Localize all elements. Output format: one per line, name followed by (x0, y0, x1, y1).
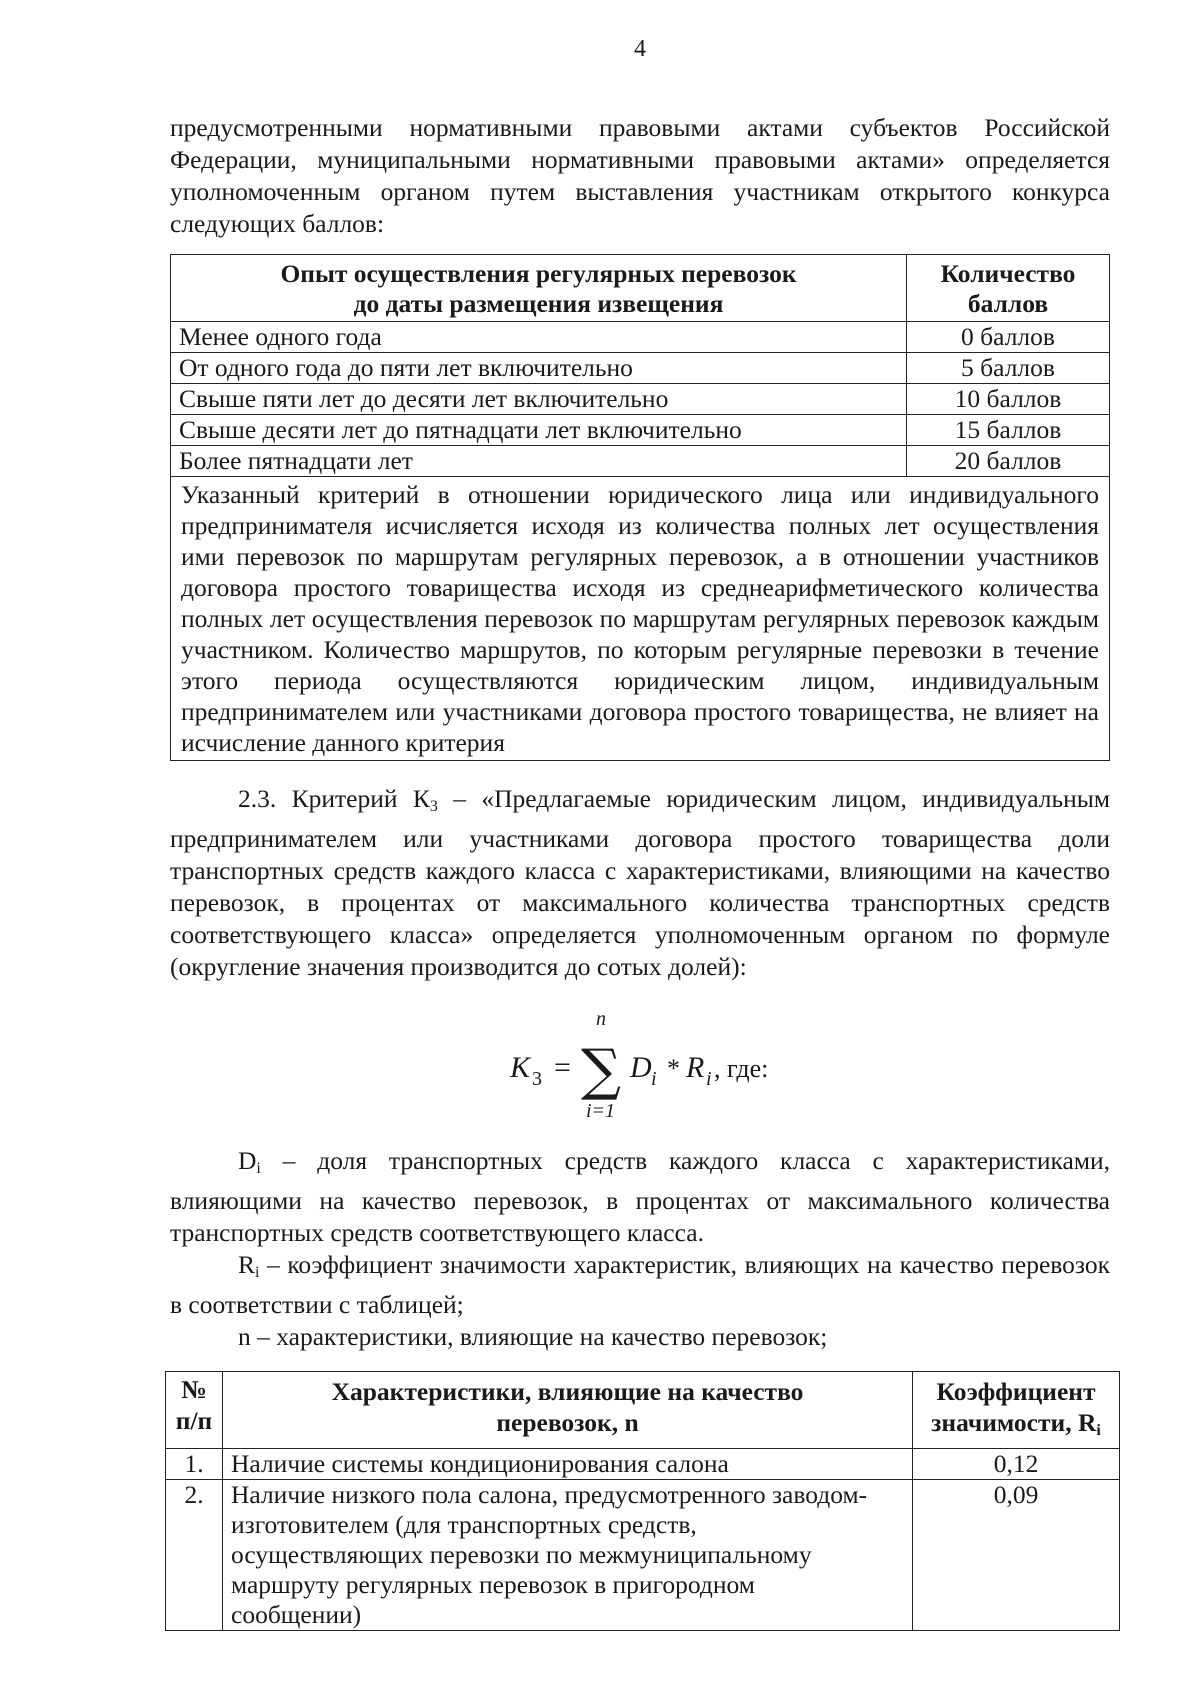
coefficient-cell: 0,09 (913, 1480, 1120, 1631)
definition-r-text: – коэффициент значимости характеристик, влияющих на качество перевозок в соответствии с таблицей; (170, 1250, 1110, 1319)
formula-term-d: D (630, 1051, 652, 1084)
definition-d-symbol: D (238, 1146, 257, 1175)
header-characteristics-line2: перевозок, n (496, 1408, 639, 1437)
document-body (170, 112, 1110, 1631)
definition-n: n – характеристики, влияющие на качество перевозок; (238, 1322, 828, 1351)
table-row (171, 446, 1110, 477)
points-cell: 15 баллов (907, 415, 1110, 446)
header-experience-line2: до даты размещения извещения (353, 289, 724, 318)
header-number-line2: п/п (175, 1406, 213, 1435)
characteristic-cell: Наличие низкого пола салона, предусмотренного заводом-изготовителем (для транспортных средств, осуществляющих перевозки по межмуниципальному маршруту регулярных перевозок в пригородном сообщении) (223, 1480, 913, 1631)
characteristic-cell: Наличие системы кондиционирования салона (223, 1449, 913, 1480)
header-points (907, 255, 1110, 322)
period-cell: Более пятнадцати лет (171, 446, 907, 477)
formula-lhs: K (510, 1051, 531, 1084)
header-coefficient-line1: Коэффициент (936, 1377, 1096, 1406)
characteristics-table (165, 1371, 1120, 1631)
formula-term-d-sub: i (651, 1068, 657, 1090)
points-cell: 10 баллов (907, 384, 1110, 415)
experience-points-table (170, 254, 1110, 761)
table-note: Указанный критерий в отношении юридического лица или индивидуального предпринимателя исчисляется исходя из количества полных лет осуществления ими перевозок по маршрутам регулярных перевозок, а в отношении участников договора простого товарищества исходя из среднеарифметического количества полных лет осуществления перевозок по маршрутам регулярных перевозок каждым участником. Количество маршрутов, по которым регулярные перевозки в течение этого периода осуществляются юридическим лицом, индивидуальным предпринимателем или участниками договора простого товарищества, не влияет на исчисление данного критерия (171, 477, 1110, 761)
points-cell: 20 баллов (907, 446, 1110, 477)
header-points-line2: баллов (967, 289, 1049, 318)
page-number: 4 (634, 36, 646, 62)
header-characteristics (223, 1372, 913, 1449)
header-points-line1: Количество (940, 259, 1076, 288)
period-cell: Менее одного года (171, 322, 907, 353)
formula-times: * (667, 1054, 680, 1083)
criterion-k3-subscript: 3 (429, 798, 438, 815)
criterion-k3-paragraph (170, 783, 1110, 983)
period-cell: Свыше пяти лет до десяти лет включительно (171, 384, 907, 415)
coefficient-cell: 0,12 (913, 1449, 1120, 1480)
table-note-row (171, 477, 1110, 761)
table-row (171, 353, 1110, 384)
definition-r (170, 1249, 1110, 1321)
points-cell: 5 баллов (907, 353, 1110, 384)
formula-equals: = (554, 1051, 571, 1084)
header-number-line1: № (181, 1375, 207, 1404)
table-header-row (166, 1372, 1120, 1449)
formula-lhs-sub: 3 (532, 1068, 542, 1090)
definition-d-text: – доля транспортных средств каждого класса с характеристиками, влияющими на качество перевозок, в процентах от максимального количества транспортных средств соответствующего класса. (170, 1146, 1110, 1247)
row-number-cell: 1. (166, 1449, 223, 1480)
k3-formula-graphic (510, 989, 830, 1139)
criterion-k3-prefix: 2.3. Критерий К (238, 784, 430, 813)
table-row (171, 415, 1110, 446)
points-cell: 0 баллов (907, 322, 1110, 353)
table-row (166, 1480, 1120, 1631)
table-row (166, 1449, 1120, 1480)
formula-sum-lower: i=1 (586, 1100, 616, 1122)
header-coefficient-line2: значимости, R (931, 1408, 1097, 1437)
table-header-row (171, 255, 1110, 322)
period-cell: Свыше десяти лет до пятнадцати лет включительно (171, 415, 907, 446)
table-row (171, 384, 1110, 415)
definition-d (170, 1145, 1110, 1249)
header-experience (171, 255, 907, 322)
period-cell: От одного года до пяти лет включительно (171, 353, 907, 384)
definition-d-sub: i (256, 1160, 261, 1177)
definition-r-sub: i (255, 1264, 260, 1281)
k3-formula (170, 989, 1110, 1139)
definition-r-symbol: R (238, 1250, 256, 1279)
table-row (171, 322, 1110, 353)
formula-term-r: R (686, 1051, 705, 1084)
header-characteristics-line1: Характеристики, влияющие на качество (331, 1377, 804, 1406)
formula-term-r-sub: i (706, 1068, 712, 1090)
row-number-cell: 2. (166, 1480, 223, 1631)
formula-suffix: , где: (714, 1054, 769, 1083)
header-experience-line1: Опыт осуществления регулярных перевозок (280, 259, 797, 288)
sum-sign-icon: ∑ (581, 1038, 621, 1103)
header-number (166, 1372, 223, 1449)
criterion-k3-text: – «Предлагаемые юридическим лицом, индивидуальным предпринимателем или участниками договора простого товарищества доли транспортных средств каждого класса с характеристиками, влияющими на качество перевозок, в процентах от максимального количества транспортных средств соответствующего класса» определяется уполномоченным органом по формуле (округление значения производится до сотых долей): (170, 784, 1111, 981)
header-coefficient-sub: i (1096, 1422, 1101, 1439)
formula-sum-upper: n (596, 1008, 606, 1030)
header-coefficient (913, 1372, 1120, 1449)
intro-paragraph: предусмотренными нормативными правовыми актами субъектов Российской Федерации, муниципальными нормативными правовыми актами» определяется уполномоченным органом путем выставления участникам открытого конкурса следующих баллов: (170, 113, 1110, 238)
